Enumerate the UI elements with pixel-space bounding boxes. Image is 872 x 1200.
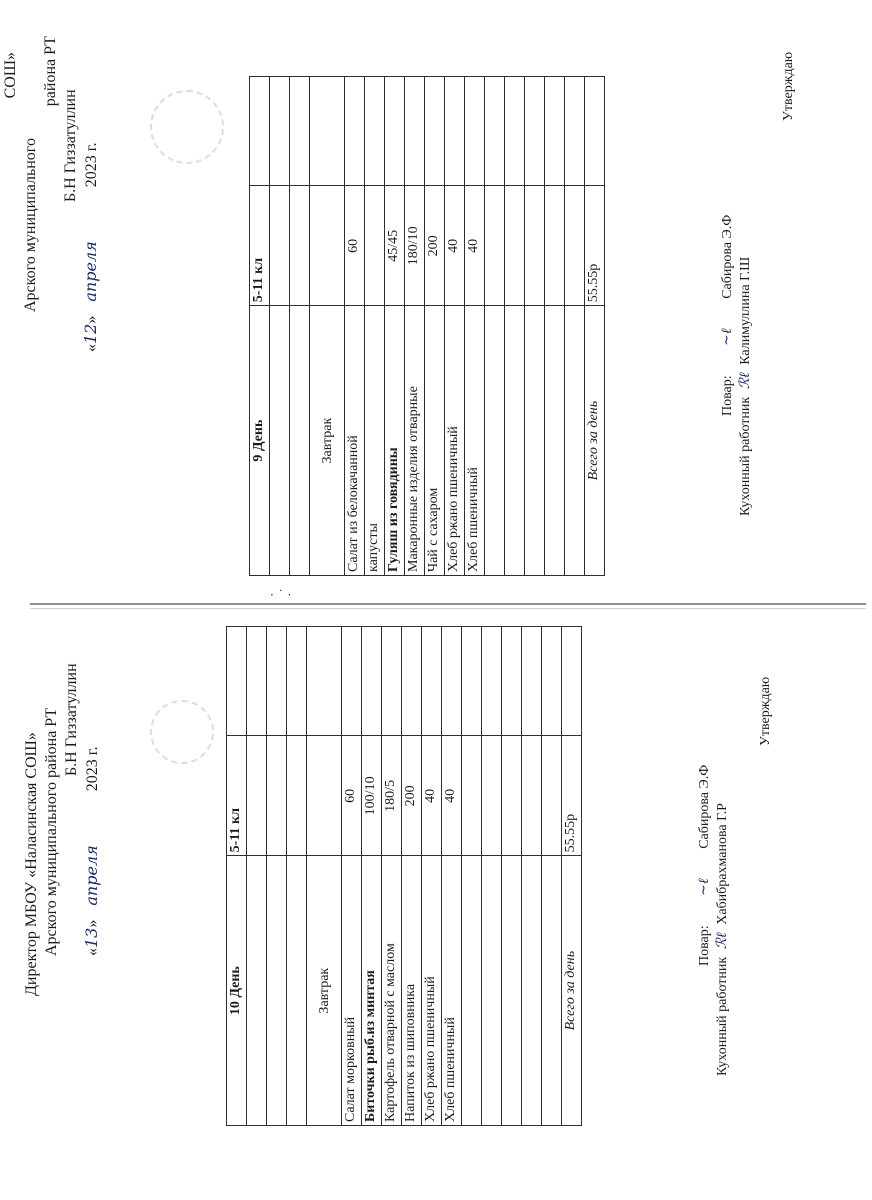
table-row <box>525 77 545 576</box>
dish-name: Картофель отварной с маслом <box>382 856 402 1126</box>
dish-name: Хлеб пшеничный <box>442 856 462 1126</box>
dish-name: Салат морковный <box>342 856 362 1126</box>
dish-name: Хлеб ржано пшеничный <box>422 856 442 1126</box>
kitchen-signature-mark: ℛℓ <box>737 372 753 390</box>
table-row <box>565 77 585 576</box>
total-value: 55.55р <box>585 186 605 306</box>
total-label: Всего за день <box>562 856 582 1126</box>
dish-name: Хлеб пшеничный <box>465 306 485 576</box>
approve-label: Утверждаю <box>758 676 773 746</box>
table-row <box>405 77 425 576</box>
menu-day-9 <box>2 0 796 576</box>
meal-label: Завтрак <box>307 856 342 1126</box>
table-header-row <box>250 77 270 576</box>
kitchen-worker-label: Кухонный работник <box>738 396 753 516</box>
table-row <box>502 627 522 1126</box>
table-row <box>485 77 505 576</box>
dish-portion: 60 <box>342 736 362 856</box>
table-row <box>290 77 310 576</box>
kitchen-worker-name: Хабибрахманова Г.Р <box>715 803 730 925</box>
table-row <box>562 627 582 1126</box>
table-row <box>482 627 502 1126</box>
table-row <box>442 627 462 1126</box>
table-row <box>542 627 562 1126</box>
table-row <box>287 627 307 1126</box>
director-line: Директор МБОУ «Наласинская СОШ» <box>23 732 40 996</box>
approval-date: «12» апреля 2023 г. <box>81 142 100 352</box>
dish-portion: 40 <box>445 186 465 306</box>
stamp-mark <box>150 90 224 164</box>
dish-portion: 40 <box>442 736 462 856</box>
table-row <box>247 627 267 1126</box>
table-row <box>545 77 565 576</box>
dish-name: Напиток из шиповника <box>402 856 422 1126</box>
table-row <box>585 77 605 576</box>
table-header-row <box>227 627 247 1126</box>
table-row <box>402 627 422 1126</box>
approval-date: «13» апреля 2023 г. <box>82 746 101 956</box>
table-row <box>465 77 485 576</box>
dish-portion: 45/45 <box>385 186 405 306</box>
grade-label: 5-11 кл <box>250 186 270 306</box>
approval-header: Директор МБОУ «Наласинская СОШ» Арского муниципального района РТ Б.Н Гиззатуллин «13» апреля 2023 г. <box>22 636 103 996</box>
menu-day-10 <box>23 546 773 1126</box>
table-row <box>382 627 402 1126</box>
director-name: Б.Н Гиззатуллин <box>62 89 79 202</box>
dish-name: Хлеб ржано пшеничный <box>445 306 465 576</box>
kitchen-worker-name: Калимуллина Г.Ш <box>738 256 753 365</box>
cook-name: Сабирова Э.Ф <box>697 764 712 849</box>
table-row <box>422 627 442 1126</box>
menu-table-day-9 <box>249 76 605 576</box>
dish-portion: 200 <box>402 736 422 856</box>
kitchen-signature-mark: ℛℓ <box>714 932 730 950</box>
approval-header: СОШ» Арского муниципального района РТ Б.Н Гиззатуллин «12» апреля 2023 г. <box>0 12 102 352</box>
director-name: Б.Н Гиззатуллин <box>63 663 80 776</box>
dish-portion: 180/5 <box>382 736 402 856</box>
dish-portion: 180/10 <box>405 186 425 306</box>
menu-table-day-10 <box>226 626 582 1126</box>
dish-portion: 60 <box>345 186 365 306</box>
table-row <box>362 627 382 1126</box>
grade-label: 5-11 кл <box>227 736 247 856</box>
approve-label: Утверждаю <box>781 51 796 121</box>
table-row <box>310 77 345 576</box>
table-row <box>345 77 365 576</box>
cook-label: Повар: <box>720 375 735 416</box>
table-row <box>270 77 290 576</box>
table-row <box>522 627 542 1126</box>
table-row <box>365 77 385 576</box>
table-row <box>385 77 405 576</box>
dish-portion: 200 <box>425 186 445 306</box>
dish-name: Салат из белокачанной <box>345 306 365 576</box>
day-title: 9 День <box>250 306 270 576</box>
dish-portion: 100/10 <box>362 736 382 856</box>
cook-signature-mark: ~ℓ <box>719 328 735 346</box>
dish-portion: 40 <box>422 736 442 856</box>
dish-name: капусты <box>365 306 385 576</box>
cook-name: Сабирова Э.Ф <box>720 214 735 299</box>
dish-name: Макаронные изделия отварные <box>405 306 425 576</box>
dish-portion: 40 <box>465 186 485 306</box>
cook-signature-mark: ~ℓ <box>696 878 712 896</box>
meal-label: Завтрак <box>310 306 345 576</box>
total-label: Всего за день <box>585 306 605 576</box>
dish-name: Чай с сахаром <box>425 306 445 576</box>
kitchen-worker-label: Кухонный работник <box>715 956 730 1076</box>
table-row <box>505 77 525 576</box>
stamp-mark <box>150 700 214 764</box>
table-row <box>267 627 287 1126</box>
cook-label: Повар: <box>697 925 712 966</box>
total-value: 55.55р <box>562 736 582 856</box>
table-row <box>445 77 465 576</box>
scan-specks: · ˙ · <box>270 588 292 602</box>
day-title: 10 День <box>227 856 247 1126</box>
table-row <box>342 627 362 1126</box>
table-row <box>307 627 342 1126</box>
dish-name: Биточки рыб.из минтая <box>362 856 382 1126</box>
dish-name: Гуляш из говядины <box>385 306 405 576</box>
table-row <box>425 77 445 576</box>
table-row <box>462 627 482 1126</box>
